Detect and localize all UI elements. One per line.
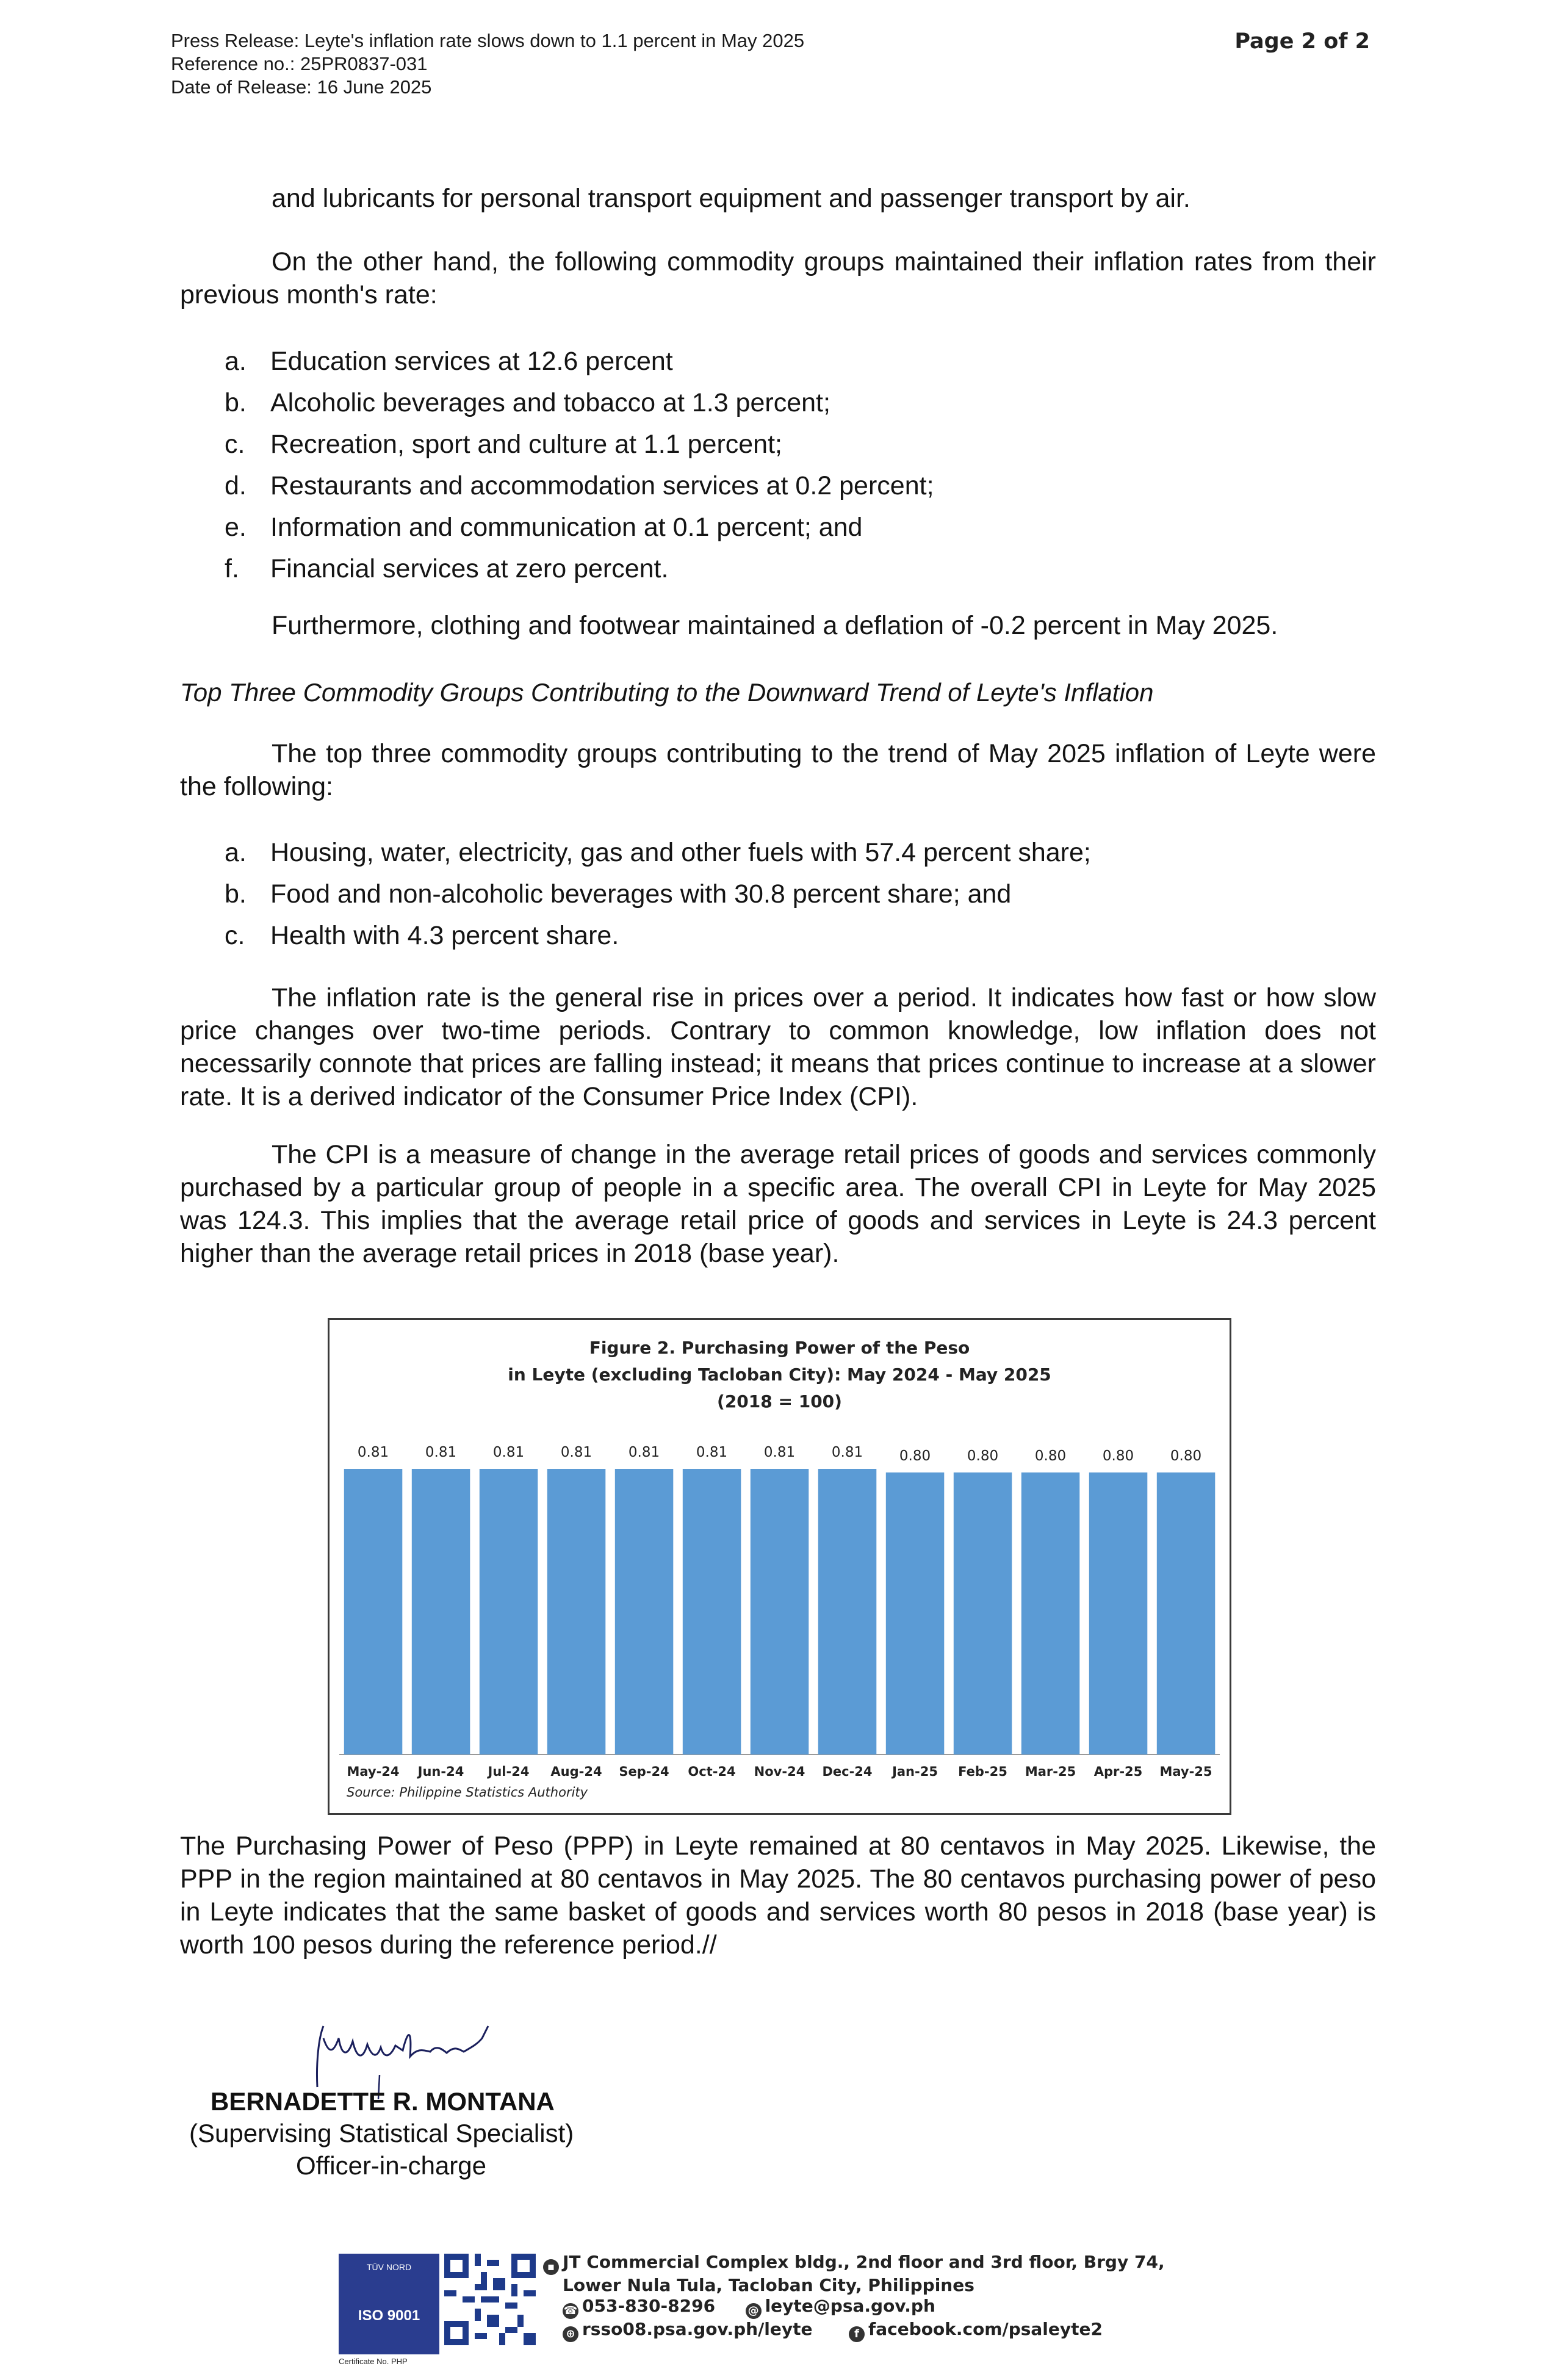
data-label: 0.81 bbox=[492, 1444, 525, 1460]
signatory-name: BERNADETTE R. MONTANA bbox=[211, 2087, 555, 2116]
data-label: 0.80 bbox=[967, 1448, 999, 1464]
tick-label: Feb-25 bbox=[958, 1764, 1007, 1779]
clothing-paragraph: Furthermore, clothing and footwear maintained a deflation of -0.2 percent in May 2025. bbox=[272, 611, 1278, 640]
data-label: 0.81 bbox=[696, 1444, 728, 1460]
website-link[interactable]: rsso08.psa.gov.ph/leyte bbox=[582, 2319, 813, 2339]
chart-source: Source: Philippine Statistics Authority bbox=[347, 1785, 588, 1800]
chart-bar bbox=[547, 1469, 606, 1754]
chart-title-line: (2018 = 100) bbox=[717, 1391, 842, 1412]
chart-bar bbox=[886, 1473, 945, 1754]
tick-label: Dec-24 bbox=[822, 1764, 873, 1779]
chart-plot bbox=[330, 1320, 1230, 1813]
tick-label: Aug-24 bbox=[550, 1764, 602, 1779]
chart-bar bbox=[1157, 1473, 1216, 1754]
ppp-paragraph: The Purchasing Power of Peso (PPP) in Leyte remained at 80 centavos in May 2025. Likewise, the PPP in the region maintained at 80 centavos in May 2025. The 80 centavos purchasing power of peso in Leyte indicates that the same basket of goods and services worth 80 pesos in 2018 (base year) is worth 100 pesos during the reference period.// bbox=[180, 1831, 1376, 1960]
data-label: 0.81 bbox=[831, 1444, 863, 1460]
page-number: Page 2 of 2 bbox=[1234, 29, 1370, 54]
reference-number: Reference no.: 25PR0837-031 bbox=[171, 53, 428, 74]
certificate-number: Certificate No. PHP bbox=[339, 2357, 408, 2366]
data-label: 0.80 bbox=[1170, 1448, 1202, 1464]
maintained-intro-paragraph: On the other hand, the following commodity groups maintained their inflation rates from their previous month's rate: bbox=[180, 247, 1376, 309]
data-label: 0.80 bbox=[1102, 1448, 1134, 1464]
inflation-definition-paragraph: The inflation rate is the general rise in prices over a period. It indicates how fast or how slow price changes over two-time periods. Contrary to common knowledge, low inflation does not necessarily connote that prices are falling instead; it means that prices continue to increase at a slower rate. It is a derived indicator of the Consumer Price Index (CPI). bbox=[180, 983, 1376, 1111]
tick-label: Oct-24 bbox=[688, 1764, 736, 1779]
data-label: 0.81 bbox=[763, 1444, 796, 1460]
chart-title-line: Figure 2. Purchasing Power of the Peso bbox=[589, 1338, 970, 1358]
chart-title-line: in Leyte (excluding Tacloban City): May 2024 - May 2025 bbox=[508, 1365, 1051, 1385]
chart-bar bbox=[344, 1469, 403, 1754]
data-label: 0.81 bbox=[560, 1444, 593, 1460]
signatory-position: (Supervising Statistical Specialist) bbox=[189, 2119, 574, 2147]
chart-bar bbox=[954, 1473, 1012, 1754]
phone-number: 053-830-8296 bbox=[582, 2296, 716, 2316]
chart-bar bbox=[1021, 1473, 1080, 1754]
location-icon: ▪ bbox=[543, 2259, 559, 2275]
continuation-paragraph: and lubricants for personal transport equipment and passenger transport by air. bbox=[272, 184, 1190, 213]
signatory-title: Officer-in-charge bbox=[296, 2151, 487, 2180]
top-intro-paragraph: The top three commodity groups contributing to the trend of May 2025 inflation of Leyte were the following: bbox=[180, 739, 1376, 801]
chart-bar bbox=[751, 1469, 809, 1754]
cpi-paragraph: The CPI is a measure of change in the average retail prices of goods and services commonly purchased by a particular group of people in a specific area. The overall CPI in Leyte for May 2025 was 124.3. This implies that the average retail price of goods and services in Leyte is 24.3 percent higher than the average retail prices in 2018 (base year). bbox=[180, 1140, 1376, 1268]
section-heading: Top Three Commodity Groups Contributing to the Downward Trend of Leyte's Inflation bbox=[180, 678, 1154, 707]
iso-certification-logo: TÜV NORD ISO 9001 bbox=[339, 2254, 439, 2354]
chart-bar bbox=[412, 1469, 470, 1754]
email-icon: @ bbox=[746, 2303, 762, 2319]
address-line: Lower Nula Tula, Tacloban City, Philippines bbox=[563, 2275, 974, 2295]
ppp-chart bbox=[328, 1318, 1231, 1815]
facebook-icon: f bbox=[849, 2326, 865, 2342]
tick-label: Jan-25 bbox=[892, 1764, 938, 1779]
tick-label: Nov-24 bbox=[754, 1764, 805, 1779]
data-label: 0.81 bbox=[357, 1444, 389, 1460]
press-release-title: Press Release: Leyte's inflation rate slows down to 1.1 percent in May 2025 bbox=[171, 30, 805, 51]
chart-bar bbox=[683, 1469, 741, 1754]
data-label: 0.81 bbox=[425, 1444, 457, 1460]
facebook-link[interactable]: facebook.com/psaleyte2 bbox=[868, 2319, 1103, 2339]
phone-icon: ☎ bbox=[563, 2303, 578, 2319]
qr-code-icon bbox=[444, 2254, 536, 2345]
tick-label: Sep-24 bbox=[619, 1764, 669, 1779]
email-address[interactable]: leyte@psa.gov.ph bbox=[765, 2296, 935, 2316]
chart-bar bbox=[480, 1469, 538, 1754]
data-label: 0.80 bbox=[1034, 1448, 1067, 1464]
contact-line bbox=[543, 2296, 1165, 2319]
tick-label: Jun-24 bbox=[417, 1764, 464, 1779]
address-line: ▪ JT Commercial Complex bldg., 2nd floor and 3rd floor, Brgy 74, bbox=[543, 2252, 1165, 2275]
tick-label: Jul-24 bbox=[488, 1764, 530, 1779]
tick-label: Apr-25 bbox=[1093, 1764, 1143, 1779]
footer-contact bbox=[543, 2252, 1165, 2342]
tick-label: Mar-25 bbox=[1025, 1764, 1076, 1779]
chart-bar bbox=[818, 1469, 877, 1754]
globe-icon: ⊕ bbox=[563, 2326, 578, 2342]
web-line bbox=[543, 2319, 1165, 2342]
data-label: 0.80 bbox=[899, 1448, 931, 1464]
chart-bar bbox=[615, 1469, 674, 1754]
chart-bar bbox=[1089, 1473, 1148, 1754]
tick-label: May-25 bbox=[1159, 1764, 1212, 1779]
release-date: Date of Release: 16 June 2025 bbox=[171, 76, 432, 98]
document-header bbox=[171, 29, 804, 99]
data-label: 0.81 bbox=[628, 1444, 660, 1460]
tick-label: May-24 bbox=[347, 1764, 400, 1779]
